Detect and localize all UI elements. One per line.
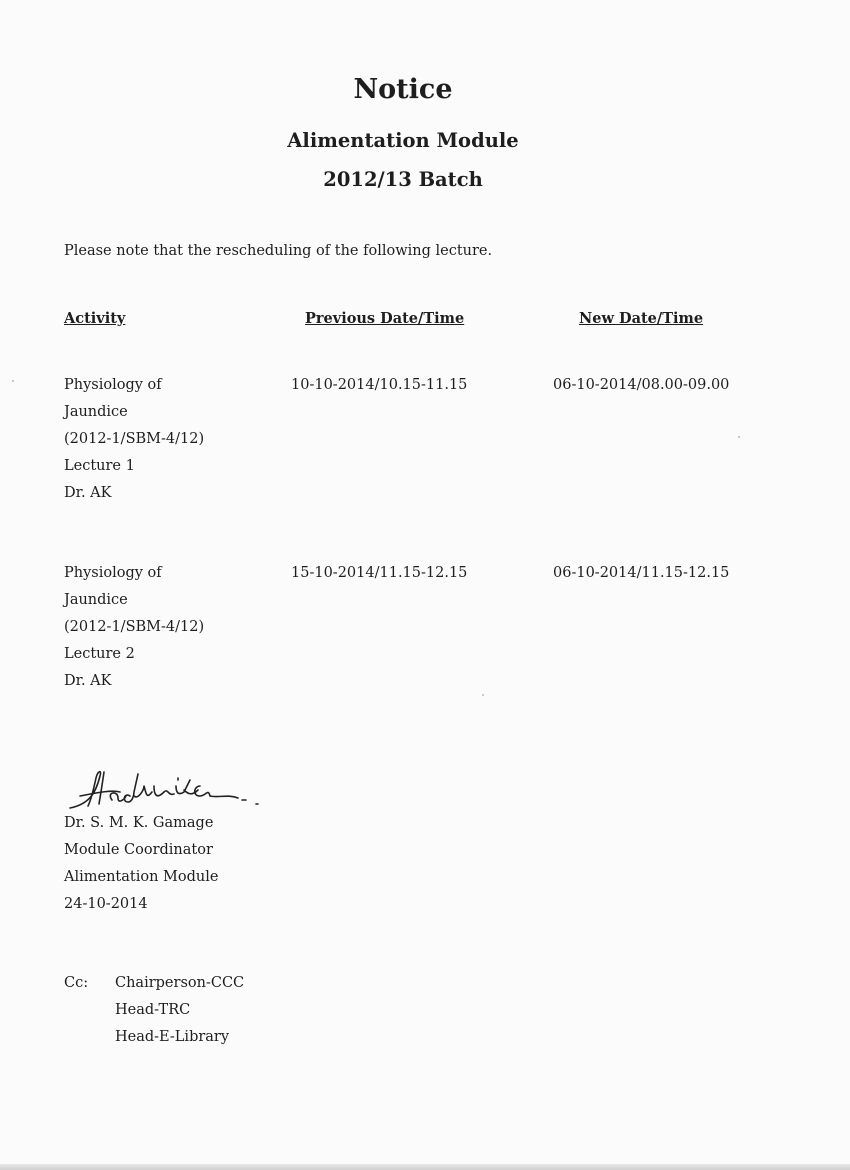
row-1-activity bbox=[64, 372, 204, 507]
header-activity: Activity bbox=[64, 310, 126, 327]
cc-label: Cc: bbox=[64, 975, 89, 991]
activity-line: Dr. AK bbox=[64, 485, 112, 501]
activity-line: (2012-1/SBM-4/12) bbox=[64, 431, 205, 447]
cc-recipients bbox=[115, 970, 244, 1051]
activity-line: Jaundice bbox=[64, 592, 128, 608]
activity-line: Physiology of bbox=[64, 377, 162, 393]
cc-recipient: Chairperson-CCC bbox=[115, 975, 245, 991]
activity-line: Lecture 2 bbox=[64, 646, 135, 662]
scan-speck bbox=[482, 694, 484, 696]
notice-title: Notice bbox=[353, 74, 453, 105]
signatory-block bbox=[64, 810, 218, 918]
intro-text: Please note that the rescheduling of the following lecture. bbox=[64, 243, 493, 259]
signatory-role: Module Coordinator bbox=[64, 842, 213, 858]
row-1-previous-date-time: 10-10-2014/10.15-11.15 bbox=[291, 377, 468, 393]
activity-line: (2012-1/SBM-4/12) bbox=[64, 619, 205, 635]
row-2-previous-date-time: 15-10-2014/11.15-12.15 bbox=[291, 565, 468, 581]
activity-line: Lecture 1 bbox=[64, 458, 135, 474]
page-bottom-edge bbox=[0, 1164, 850, 1170]
row-2-activity bbox=[64, 560, 204, 695]
cc-recipient: Head-E-Library bbox=[115, 1029, 230, 1045]
header-new-date-time: New Date/Time bbox=[579, 310, 704, 327]
signatory-module: Alimentation Module bbox=[64, 869, 219, 885]
module-title: Alimentation Module bbox=[287, 129, 519, 152]
scan-speck bbox=[738, 436, 740, 438]
row-1-new-date-time: 06-10-2014/08.00-09.00 bbox=[553, 377, 730, 393]
activity-line: Dr. AK bbox=[64, 673, 112, 689]
activity-line: Physiology of bbox=[64, 565, 162, 581]
signatory-date: 24-10-2014 bbox=[64, 896, 148, 912]
header-previous-date-time: Previous Date/Time bbox=[305, 310, 465, 327]
activity-line: Jaundice bbox=[64, 404, 128, 420]
row-2-new-date-time: 06-10-2014/11.15-12.15 bbox=[553, 565, 730, 581]
signature bbox=[60, 762, 270, 816]
signatory-name: Dr. S. M. K. Gamage bbox=[64, 815, 214, 831]
batch-title: 2012/13 Batch bbox=[323, 168, 483, 191]
cc-recipient: Head-TRC bbox=[115, 1002, 191, 1018]
scan-speck bbox=[12, 380, 14, 382]
